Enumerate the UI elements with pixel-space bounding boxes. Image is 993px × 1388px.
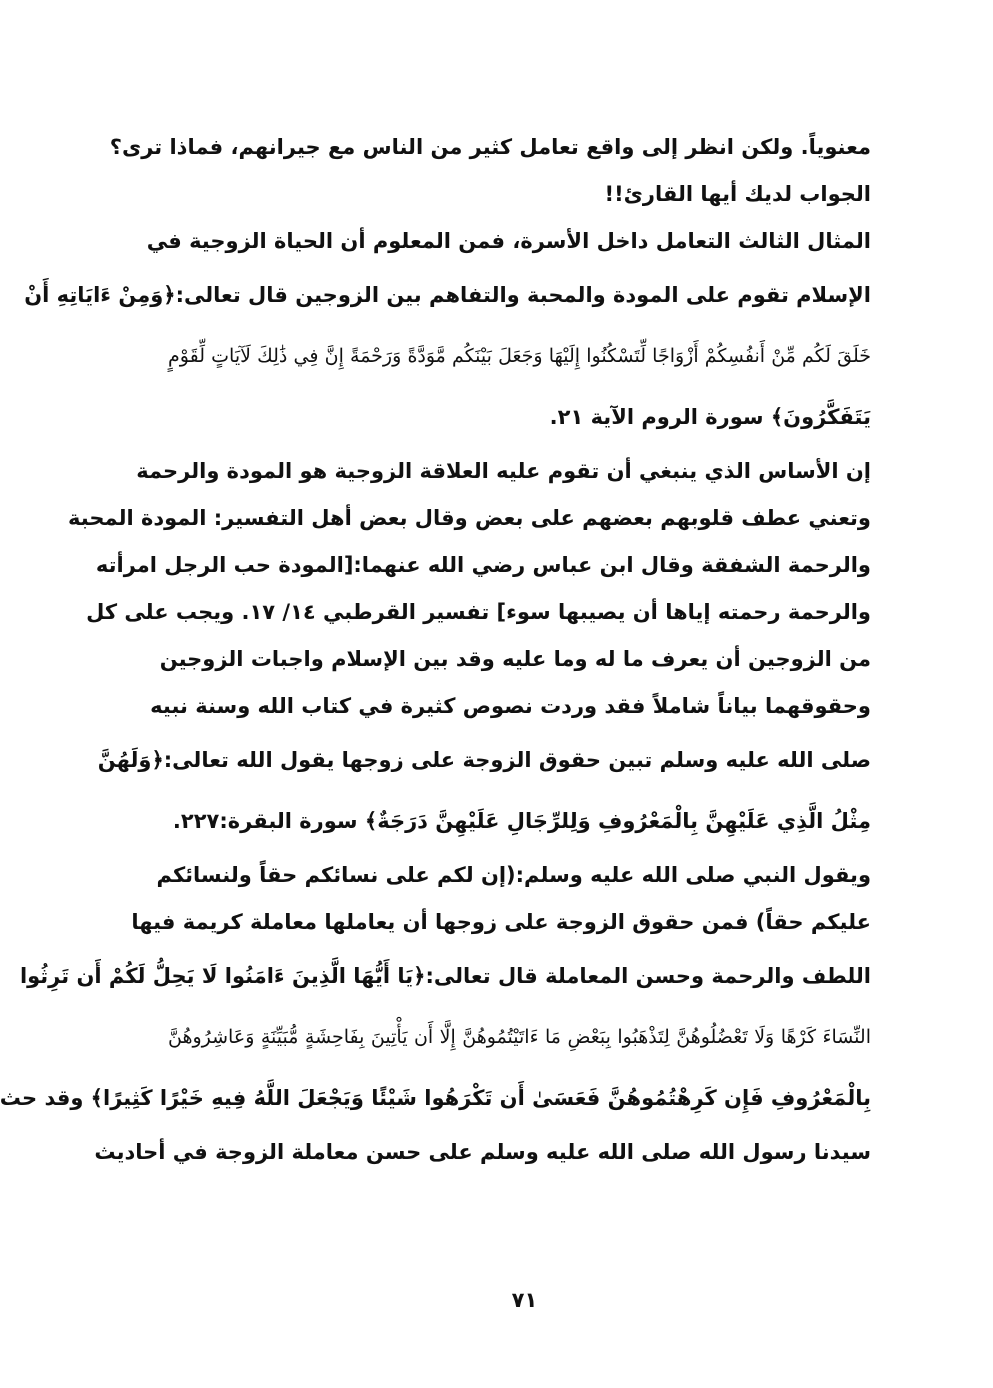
text-line: بِالْمَعْرُوفِ فَإِن كَرِهْتُمُوهُنَّ فَعَسَىٰ أَن تَكْرَهُوا شَيْئًا وَيَجْعَلَ اللَّهُ فِيهِ خَيْرًا كَثِيرًا﴾ وقد حث [0,1086,871,1110]
text-line: الجواب لديك أيها القارئ!! [604,182,871,206]
text-line: وتعني عطف قلوبهم بعضهم على بعض وقال بعض أهل التفسير: المودة المحبة [68,506,871,530]
text-line: صلى الله عليه وسلم تبين حقوق الزوجة على زوجها يقول الله تعالى:﴿وَلَهُنَّ [97,748,871,772]
text-line: اللطف والرحمة وحسن المعاملة قال تعالى:﴿يَا أَيُّهَا الَّذِينَ ءَامَنُوا لَا يَحِلُّ لَكُمْ أَن تَرِثُوا [19,964,871,988]
text-line: سيدنا رسول الله صلى الله عليه وسلم على حسن معاملة الزوجة في أحاديث [94,1140,871,1164]
text-line: مِثْلُ الَّذِي عَلَيْهِنَّ بِالْمَعْرُوفِ وَلِلرِّجَالِ عَلَيْهِنَّ دَرَجَةٌ﴾ سورة البقرة:٢٢٧. [172,809,871,833]
text-line: من الزوجين أن يعرف ما له وما عليه وقد بين الإسلام واجبات الزوجين [159,647,871,671]
text-line: عليكم حقاً) فمن حقوق الزوجة على زوجها أن يعاملها معاملة كريمة فيها [131,910,871,934]
text-line: يَتَفَكَّرُونَ﴾ سورة الروم الآية ٢١. [549,405,871,429]
text-line: ويقول النبي صلى الله عليه وسلم:(إن لكم على نسائكم حقاً ولنسائكم [156,863,871,887]
text-line: وحقوقهما بياناً شاملاً فقد وردت نصوص كثيرة في كتاب الله وسنة نبيه [150,694,871,718]
text-line: معنوياً. ولكن انظر إلى واقع تعامل كثير من الناس مع جيرانهم، فماذا ترى؟ [109,135,871,159]
text-line: المثال الثالث التعامل داخل الأسرة، فمن المعلوم أن الحياة الزوجية في [146,229,871,253]
text-line: والرحمة رحمته إياها أن يصيبها سوء] تفسير القرطبي ١٤/ ١٧. ويجب على كل [86,600,871,624]
text-line: الإسلام تقوم على المودة والمحبة والتفاهم بين الزوجين قال تعالى:﴿وَمِنْ ءَايَاتِهِ أَنْ [24,283,871,307]
page-number: ٧١ [511,1288,538,1312]
text-line: إن الأساس الذي ينبغي أن تقوم عليه العلاقة الزوجية هو المودة والرحمة [136,459,871,483]
body-text [0,124,871,1176]
text-line: والرحمة الشفقة وقال ابن عباس رضي الله عنهما:[المودة حب الرجل امرأته [95,553,871,577]
verse-line: النِّسَاءَ كَرْهًا وَلَا تَعْضُلُوهُنَّ لِتَذْهَبُوا بِبَعْضِ مَا ءَاتَيْتُمُوهُنَّ إِلَّا أَن يَأْتِينَ بِفَاحِشَةٍ مُّبَيِّنَةٍ وَعَاشِرُوهُنَّ [168,1026,871,1048]
verse-line: خَلَقَ لَكُم مِّنْ أَنفُسِكُمْ أَزْوَاجًا لِّتَسْكُنُوا إِلَيْهَا وَجَعَلَ بَيْنَكُم مَّوَدَّةً وَرَحْمَةً إِنَّ فِي ذَٰلِكَ لَآيَاتٍ لِّقَوْمٍ [168,345,871,367]
